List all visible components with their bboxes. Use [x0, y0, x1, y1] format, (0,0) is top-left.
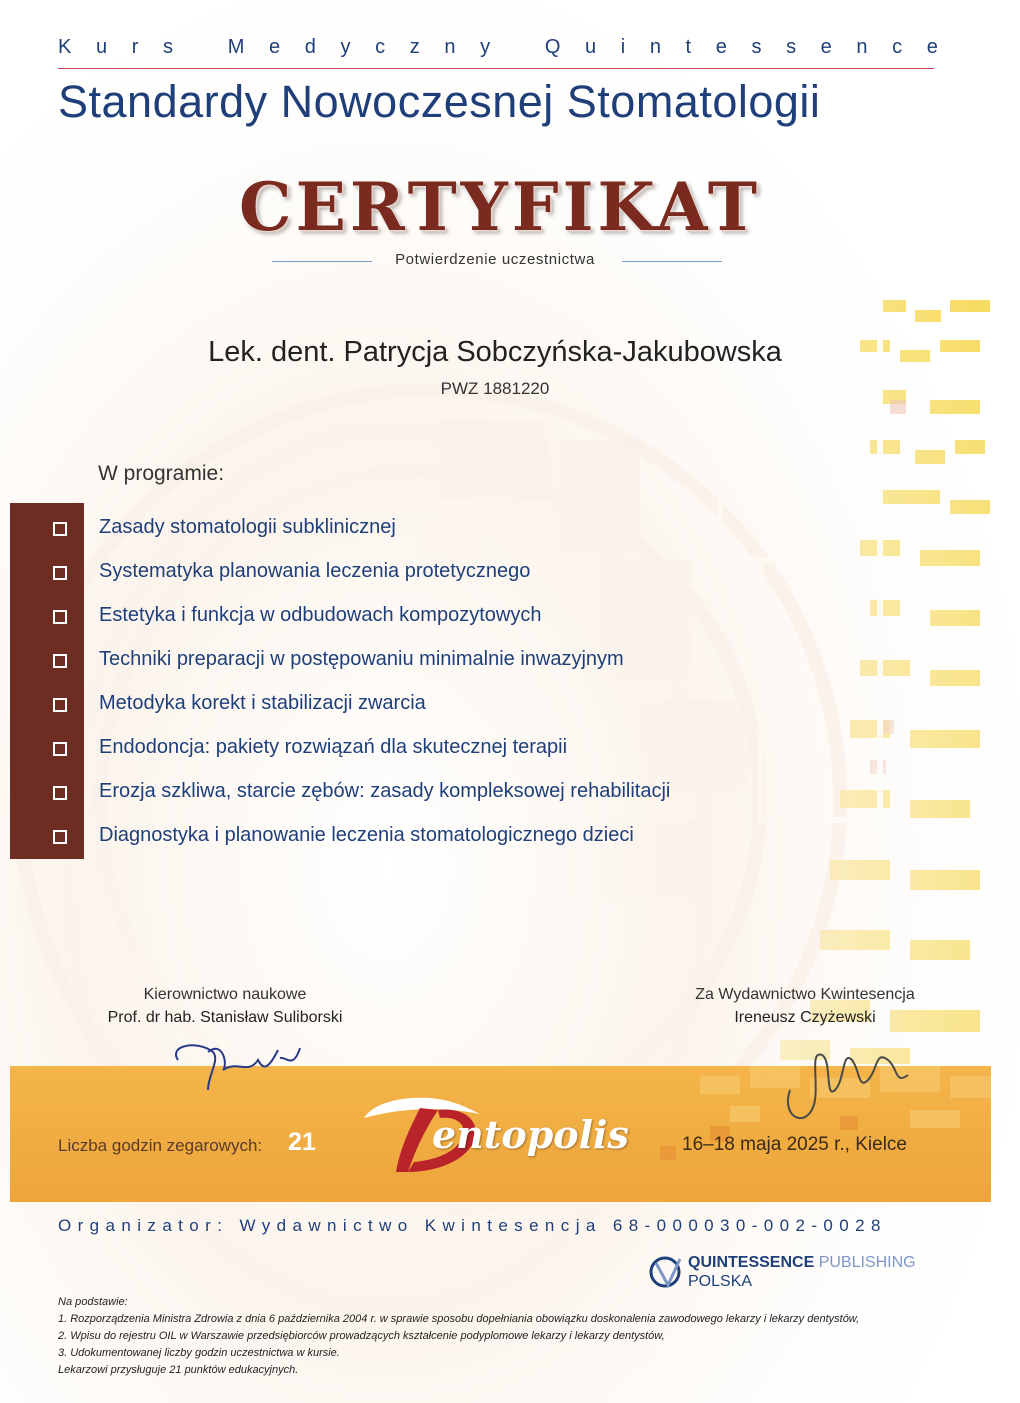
checkbox-icon — [53, 830, 67, 844]
course-letter: c — [892, 36, 903, 58]
subtitle: Potwierdzenie uczestnictwa — [395, 251, 595, 268]
checkbox-icon — [53, 610, 67, 624]
checkbox-icon — [53, 566, 67, 580]
course-letter — [198, 36, 204, 59]
publisher-logo-bold: QUINTESSENCE — [688, 1254, 815, 1271]
notes-line: 1. Rozporządzenia Ministra Zdrowia z dnia 6 października 2004 r. w sprawie sposobu dopełniania obowiązku doskonalenia zawodowego lekarzy i lekarzy dentystów, — [58, 1313, 860, 1325]
course-letter: i — [620, 36, 626, 58]
notes-footer: Lekarzowi przysługuje 21 punktów edukacyjnych. — [58, 1364, 299, 1376]
course-letter: u — [95, 36, 108, 58]
program-item-label: Techniki preparacji w postępowaniu minimalnie inwazyjnym — [99, 648, 624, 670]
hours-label: Liczba godzin zegarowych: — [58, 1136, 263, 1155]
publisher-logo-line2: POLSKA — [688, 1273, 753, 1290]
subtitle-rule-right — [622, 261, 722, 262]
notes-line: 2. Wpisu do rejestru OIL w Warszawie przedsiębiorców prowadzących kształcenie podyplomowe lekarzy i lekarzy dentystów, — [58, 1330, 665, 1342]
certificate-heading: CERTYFIKAT — [239, 168, 761, 246]
quintessence-logo-icon — [648, 1255, 686, 1291]
course-line — [58, 36, 938, 59]
course-letter: e — [715, 36, 727, 58]
legal-notes — [58, 1294, 958, 1379]
logo-text: entopolis — [432, 1112, 629, 1157]
course-letter: c — [375, 36, 386, 58]
program-item — [0, 604, 800, 632]
checkbox-icon — [53, 654, 67, 668]
program-intro: W programie: — [98, 462, 225, 485]
notes-heading: Na podstawie: — [58, 1296, 128, 1308]
organizer-line: Organizator: Wydawnictwo Kwintesencja 68-000030-002-0028 — [58, 1216, 887, 1235]
course-letter: M — [227, 36, 245, 58]
course-letter: K — [58, 36, 72, 58]
course-letter: d — [304, 36, 316, 58]
checkbox-icon — [53, 786, 67, 800]
course-letter: n — [856, 36, 868, 58]
course-letter: y — [480, 36, 491, 58]
program-item — [0, 780, 800, 808]
left-signatory-role: Kierownictwo naukowe — [143, 986, 307, 1003]
program-item-label: Erozja szkliwa, starcie zębów: zasady kompleksowej rehabilitacji — [99, 780, 671, 802]
course-letter: Q — [544, 36, 561, 58]
checkbox-icon — [53, 742, 67, 756]
course-letter: e — [820, 36, 832, 58]
program-item — [0, 692, 800, 720]
course-letter — [515, 36, 521, 59]
program-item-label: Endodoncja: pakiety rozwiązań dla skutecznej terapii — [99, 736, 568, 758]
course-letter: n — [649, 36, 661, 58]
course-letter: e — [926, 36, 938, 58]
course-letter: n — [444, 36, 456, 58]
program-item — [0, 824, 800, 852]
checkbox-icon — [53, 698, 67, 712]
program-item — [0, 516, 800, 544]
subtitle-rule-left — [272, 261, 372, 262]
publisher-logo-light: PUBLISHING — [818, 1254, 916, 1271]
course-letter: s — [786, 36, 797, 58]
notes-line: 3. Udokumentowanej liczby godzin uczestnictwa w kursie. — [58, 1347, 340, 1359]
program-item — [0, 560, 800, 588]
right-signatory-role: Za Wydawnictwo Kwintesencja — [695, 986, 915, 1003]
course-letter: e — [269, 36, 281, 58]
course-letter: z — [409, 36, 420, 58]
event-date-location: 16–18 maja 2025 r., Kielce — [682, 1134, 907, 1155]
course-title: Standardy Nowoczesnej Stomatologii — [58, 76, 821, 127]
right-signatory-name: Ireneusz Czyżewski — [734, 1009, 876, 1026]
header-divider — [58, 68, 934, 69]
course-letter: y — [340, 36, 351, 58]
course-letter: s — [162, 36, 173, 58]
course-letter: t — [685, 36, 692, 58]
program-item-label: Diagnostyka i planowanie leczenia stomatologicznego dzieci — [99, 824, 634, 846]
course-letter: r — [131, 36, 139, 58]
right-signature-icon — [770, 1030, 920, 1140]
recipient-name: Lek. dent. Patrycja Sobczyńska-Jakubowska — [208, 336, 782, 368]
left-signatory-name: Prof. dr hab. Stanisław Suliborski — [107, 1009, 343, 1026]
left-signature-icon — [168, 1030, 318, 1100]
hours-value: 21 — [288, 1128, 316, 1156]
course-letter: u — [585, 36, 597, 58]
checkbox-icon — [53, 522, 67, 536]
recipient-pwz: PWZ 1881220 — [440, 379, 550, 398]
program-item-label: Zasady stomatologii subklinicznej — [99, 516, 396, 538]
program-item-label: Metodyka korekt i stabilizacji zwarcia — [99, 692, 426, 714]
course-letter: s — [751, 36, 762, 58]
program-item — [0, 648, 800, 676]
program-item-label: Estetyka i funkcja w odbudowach kompozytowych — [99, 604, 542, 626]
program-item-label: Systematyka planowania leczenia protetycznego — [99, 560, 531, 582]
publisher-logo-line1 — [688, 1254, 916, 1272]
program-item — [0, 736, 800, 764]
